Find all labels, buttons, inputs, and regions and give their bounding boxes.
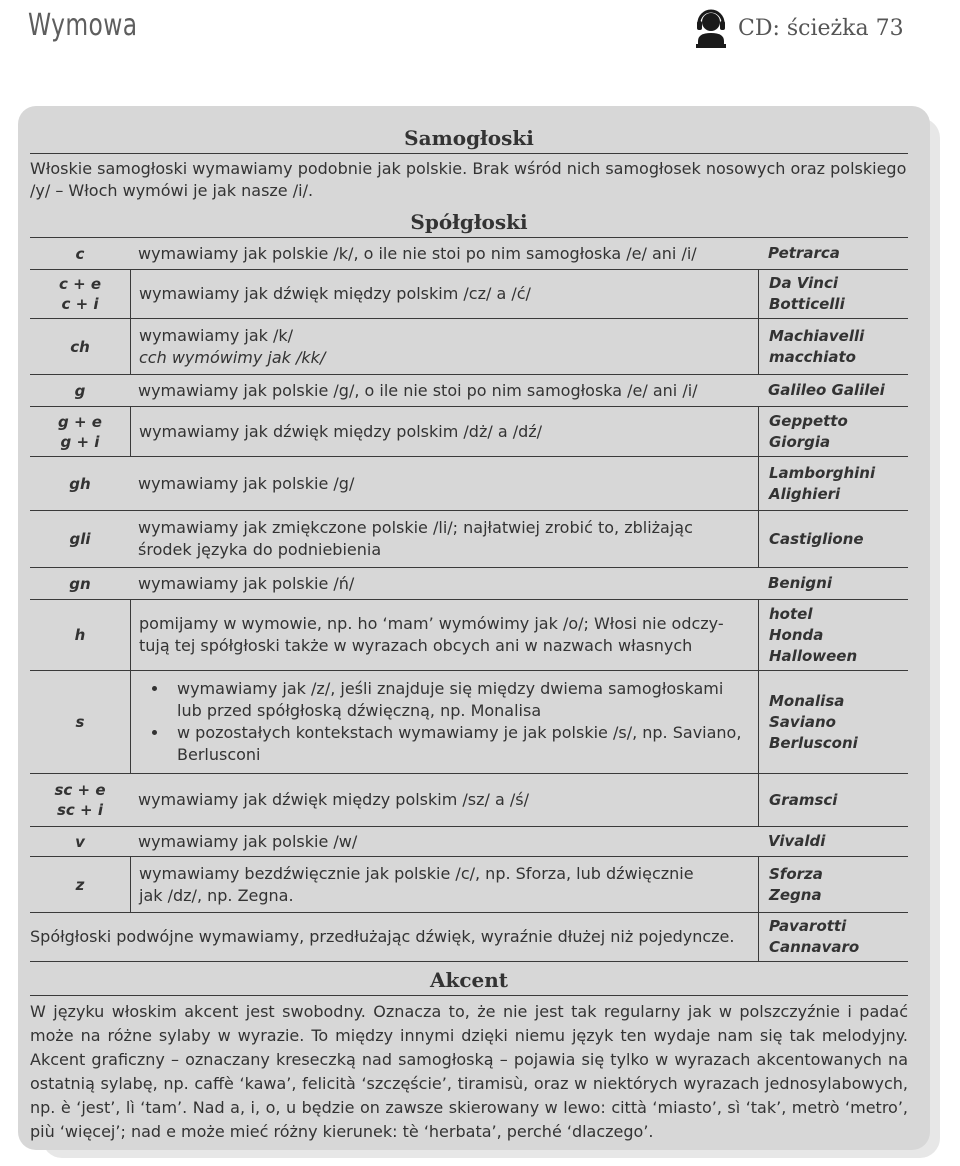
example: Petrarca <box>768 244 840 262</box>
table-row <box>30 568 908 600</box>
table-row <box>30 270 908 319</box>
section-heading-vowels: Samogłoski <box>30 124 908 154</box>
double-consonant-note: Spółgłoski podwójne wymawiamy, przedłużając dźwięk, wyraźnie dłużej niż pojedyncze. <box>30 927 735 946</box>
accent-text: W języku włoskim akcent jest swobodny. Oznacza to, że nie jest tak regularny jak w polszczyźnie i padać może na różne sylaby w wyrazie. To między innymi dzięki niemu język ten wydaje nam się tak melodyjny. Akcent graficzny – oznaczany kreseczką nad samogłoską – pojawia się tylko w wyrazach akcentowanych na ostatnią sylabę, np. caffè ‘kawa’, felicità ‘szczęście’, tiramisù, oraz w niektórych wyrazach jednosylabowych, np. è ‘jest’, lì ‘tam’. Nad a, i, o, u będzie on zawsze skierowany w lewo: città ‘miasto’, sì ‘tak’, metrò ‘metro’, più ‘więcej’; nad e może mieć różny kierunek: tè ‘herbata’, perché ‘dlaczego’. <box>30 1002 908 1141</box>
table-row <box>30 774 908 827</box>
description: wymawiamy jak zmiękczone polskie /li/; najłatwiej zrobić to, zbliżając <box>138 518 693 537</box>
description: wymawiamy jak /k/ <box>139 325 294 345</box>
example: Alighieri <box>769 484 841 503</box>
table-row <box>30 600 908 671</box>
letter: z <box>75 875 85 894</box>
bullet-item: • wymawiamy jak /z/, jeśli znajduje się między dwiema samogłoskami lub przed spółgłoską dźwięczną, np. Monalisa <box>169 678 752 722</box>
letter: s <box>75 713 85 731</box>
description: środek języka do podniebienia <box>138 540 382 559</box>
table-row <box>30 457 908 511</box>
table-row <box>30 511 908 568</box>
letter: g <box>74 381 86 400</box>
letter: g + e <box>58 412 102 431</box>
letter: ch <box>70 337 90 356</box>
example: Lamborghini <box>769 463 876 482</box>
example: hotel <box>769 604 813 623</box>
description: jak /dz/, np. Zegna. <box>139 885 294 905</box>
description: wymawiamy jak polskie /ń/ <box>138 573 355 593</box>
example: Botticelli <box>769 295 845 313</box>
consonant-table <box>30 238 908 962</box>
example: Galileo Galilei <box>768 381 885 399</box>
description: wymawiamy jak polskie /w/ <box>138 831 358 851</box>
example: Berlusconi <box>769 733 858 752</box>
example: Pavarotti <box>769 917 847 935</box>
letter: sc + i <box>57 801 103 819</box>
bullet-list <box>139 678 752 766</box>
cd-track-indicator <box>694 6 904 50</box>
table-row <box>30 319 908 375</box>
example: Da Vinci <box>769 274 838 292</box>
example: macchiato <box>769 347 856 366</box>
example: Machiavelli <box>769 326 865 345</box>
table-row <box>30 407 908 457</box>
content <box>30 124 908 1160</box>
letter: v <box>75 832 85 851</box>
example: Honda <box>769 625 824 644</box>
example: Cannavaro <box>769 938 860 956</box>
letter: gli <box>69 530 91 548</box>
example: Giorgia <box>769 432 831 451</box>
description: pomijamy w wymowie, np. ho ‘mam’ wymówimy jak /o/; Włosi nie odczy- <box>139 614 724 633</box>
letter: h <box>74 626 86 644</box>
description: wymawiamy jak polskie /g/, o ile nie stoi po nim samogłoska /e/ ani /i/ <box>138 380 698 400</box>
example: Zegna <box>769 885 822 904</box>
letter: sc + e <box>54 781 106 799</box>
section-heading-consonants: Spółgłoski <box>30 208 908 238</box>
description: wymawiamy bezdźwięcznie jak polskie /c/, np. Sforza, lub dźwięcznie <box>139 863 694 883</box>
description: wymawiamy jak dźwięk między polskim /dż/ a /dź/ <box>139 421 543 441</box>
table-row <box>30 238 908 270</box>
vowels-text: Włoskie samogłoski wymawiamy podobnie jak polskie. Brak wśród nich samogłosek nosowych oraz polskiego /y/ – Włoch wymówi je jak nasze /i/. <box>30 159 907 200</box>
headphones-person-icon <box>694 8 728 48</box>
letter: c <box>75 244 85 263</box>
bullet-item: • w pozostałych kontekstach wymawiamy je jak polskie /s/, np. Saviano, Berlusconi <box>169 722 752 766</box>
description: wymawiamy jak dźwięk między polskim /cz/ a /ć/ <box>139 284 531 303</box>
letter: gh <box>69 474 91 493</box>
example: Castiglione <box>769 529 864 548</box>
example: Saviano <box>769 712 836 731</box>
description: wymawiamy jak dźwięk między polskim /sz/ a /ś/ <box>138 790 530 809</box>
table-row <box>30 375 908 407</box>
example: Vivaldi <box>768 832 826 850</box>
example: Geppetto <box>769 411 848 430</box>
table-row <box>30 827 908 857</box>
example: Gramsci <box>769 790 838 809</box>
table-row <box>30 913 908 962</box>
cd-track-label: CD: ścieżka 73 <box>738 15 904 41</box>
table-row <box>30 857 908 913</box>
example: Monalisa <box>769 691 845 710</box>
description: wymawiamy jak polskie /k/, o ile nie stoi po nim samogłoska /e/ ani /i/ <box>138 243 697 263</box>
example: Benigni <box>768 574 832 592</box>
letter: c + e <box>58 275 102 293</box>
letter: gn <box>69 574 91 593</box>
letter: g + i <box>60 432 100 451</box>
page-title: Wymowa <box>28 8 138 43</box>
example: Sforza <box>769 864 823 883</box>
description: tują tej spółgłoski także w wyrazach obcych ani w nazwach własnych <box>139 636 693 655</box>
example: Halloween <box>769 646 858 665</box>
table-row <box>30 671 908 774</box>
letter: c + i <box>61 295 99 313</box>
description: cch wymówimy jak /kk/ <box>139 347 326 367</box>
description: wymawiamy jak polskie /g/ <box>138 473 355 493</box>
section-heading-accent: Akcent <box>30 966 908 996</box>
